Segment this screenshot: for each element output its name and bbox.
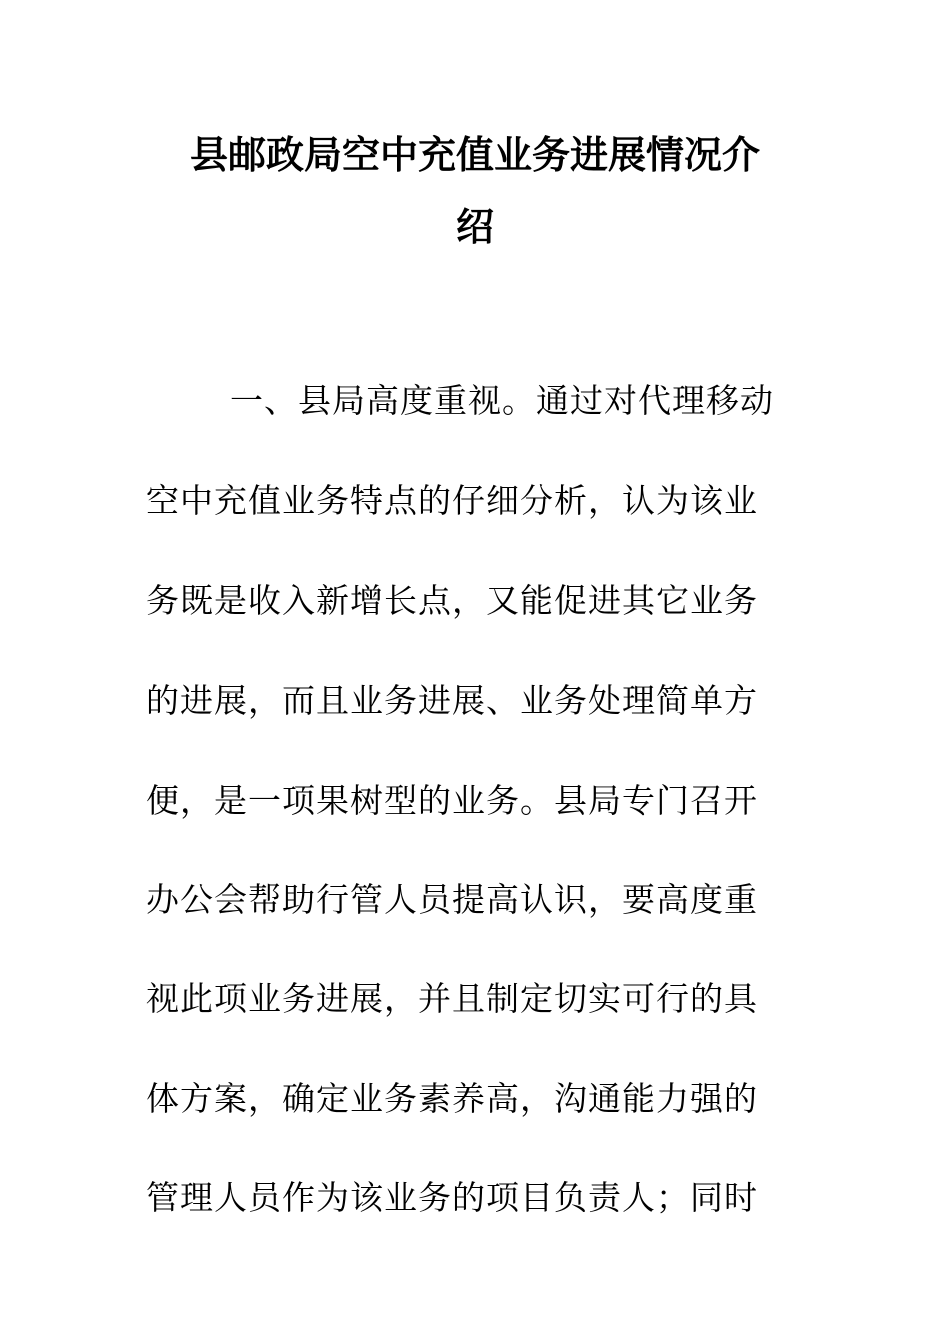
body-line-1: 一、县局高度重视。通过对代理移动 [230, 381, 774, 420]
body-line-6: 办公会帮助行管人员提高认识，要高度重 [146, 880, 758, 919]
body-line-9: 管理人员作为该业务的项目负责人；同时 [146, 1178, 758, 1217]
body-line-8: 体方案，确定业务素养高，沟通能力强的 [146, 1079, 758, 1118]
body-line-5: 便，是一项果树型的业务。县局专门召开 [146, 781, 758, 820]
document-title-line-1: 县邮政局空中充值业务进展情况介 [189, 133, 760, 177]
body-line-7: 视此项业务进展，并且制定切实可行的具 [146, 979, 758, 1018]
body-line-4: 的进展，而且业务进展、业务处理简单方 [146, 681, 758, 720]
document-title-line-2: 绍 [455, 205, 494, 249]
body-line-3: 务既是收入新增长点，又能促进其它业务 [146, 581, 758, 620]
body-line-2: 空中充值业务特点的仔细分析，认为该业 [146, 481, 758, 520]
